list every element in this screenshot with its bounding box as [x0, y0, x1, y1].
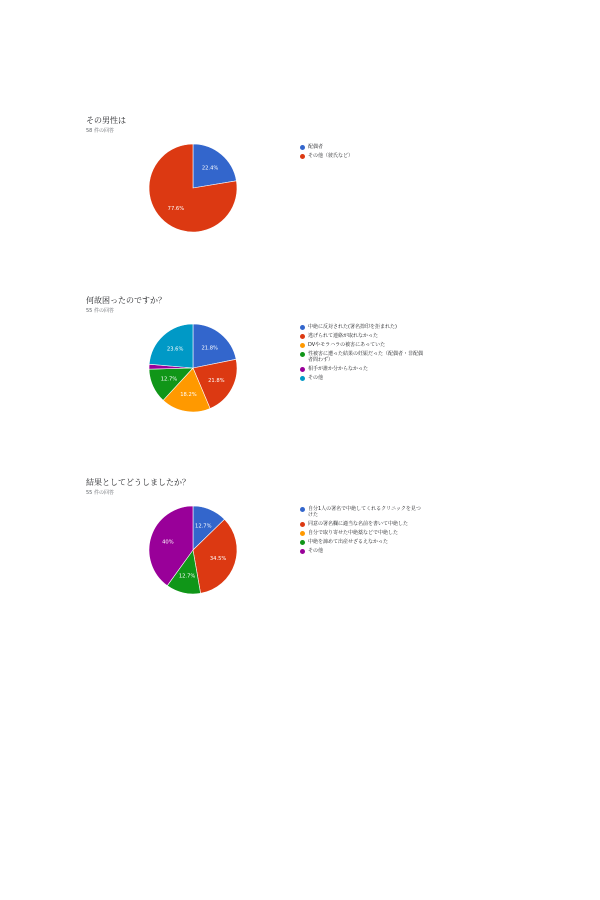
- legend-label: 配偶者: [308, 144, 324, 150]
- slice-label: 22.4%: [201, 165, 219, 172]
- legend-item: [300, 375, 425, 381]
- legend-label: 自分で取り寄せた中絶薬などで中絶した: [308, 530, 399, 536]
- pie-chart: [145, 140, 241, 236]
- pie-chart: [145, 502, 241, 598]
- legend-label: その他（彼氏など）: [308, 153, 354, 159]
- legend-swatch: [300, 540, 305, 545]
- legend-label: 自分1人の署名で中絶してくれるクリニックを見つけた: [308, 506, 421, 518]
- slice-label: 23.6%: [166, 346, 184, 353]
- slice-label: 12.7%: [195, 523, 212, 530]
- legend-swatch: [300, 367, 305, 372]
- slice-label: 18.2%: [180, 391, 197, 398]
- chart-title: 何故困ったのですか？: [86, 296, 166, 305]
- legend-swatch: [300, 343, 305, 348]
- chart-legend: [300, 324, 425, 384]
- slice-label: 34.5%: [209, 555, 227, 562]
- legend-swatch: [300, 334, 305, 339]
- legend-item: [300, 153, 425, 159]
- response-count: 55 件の回答: [86, 490, 114, 496]
- legend-item: [300, 351, 425, 363]
- slice-label: 21.8%: [208, 378, 225, 385]
- pie-chart: [145, 320, 241, 416]
- legend-item: [300, 539, 425, 545]
- legend-item: [300, 342, 425, 348]
- legend-label: DVやモラハラの被害にあっていた: [308, 342, 386, 348]
- slice-label: 12.7%: [178, 573, 196, 580]
- legend-swatch: [300, 376, 305, 381]
- chart-panel-1: [0, 116, 600, 266]
- legend-swatch: [300, 522, 305, 527]
- legend-swatch: [300, 154, 305, 159]
- legend-label: 相手が誰か分からなかった: [308, 366, 369, 372]
- legend-item: [300, 521, 425, 527]
- legend-label: 性被害に遭った結果の妊娠だった（配偶者・非配偶者問わず）: [308, 351, 424, 363]
- legend-label: 中絶を諦めて出産せざるえなかった: [308, 539, 389, 545]
- legend-swatch: [300, 549, 305, 554]
- legend-item: [300, 144, 425, 150]
- legend-label: 同意の署名欄に適当な名前を書いて中絶した: [308, 521, 409, 527]
- legend-swatch: [300, 325, 305, 330]
- legend-swatch: [300, 531, 305, 536]
- chart-legend: [300, 506, 425, 557]
- chart-title: 結果としてどうしましたか？: [86, 478, 190, 487]
- legend-swatch: [300, 352, 305, 357]
- chart-panel-2: [0, 296, 600, 446]
- slice-label: 40%: [162, 539, 174, 546]
- legend-label: 中絶に反対された(署名捺印を拒まれた): [308, 324, 397, 330]
- legend-label: 逃げられて連絡が取れなかった: [308, 333, 379, 339]
- legend-label: その他: [308, 375, 324, 381]
- chart-legend: [300, 144, 425, 162]
- slice-label: 77.6%: [167, 205, 185, 212]
- legend-swatch: [300, 145, 305, 150]
- legend-item: [300, 548, 425, 554]
- response-count: 55 件の回答: [86, 308, 114, 314]
- slice-label: 21.8%: [201, 345, 218, 352]
- response-count: 58 件の回答: [86, 128, 114, 134]
- legend-item: [300, 506, 425, 518]
- chart-panel-3: [0, 478, 600, 628]
- legend-swatch: [300, 507, 305, 512]
- legend-item: [300, 530, 425, 536]
- legend-item: [300, 366, 425, 372]
- legend-item: [300, 333, 425, 339]
- legend-label: その他: [308, 548, 324, 554]
- chart-title: その男性は: [86, 116, 126, 125]
- slice-label: 12.7%: [160, 376, 178, 383]
- legend-item: [300, 324, 425, 330]
